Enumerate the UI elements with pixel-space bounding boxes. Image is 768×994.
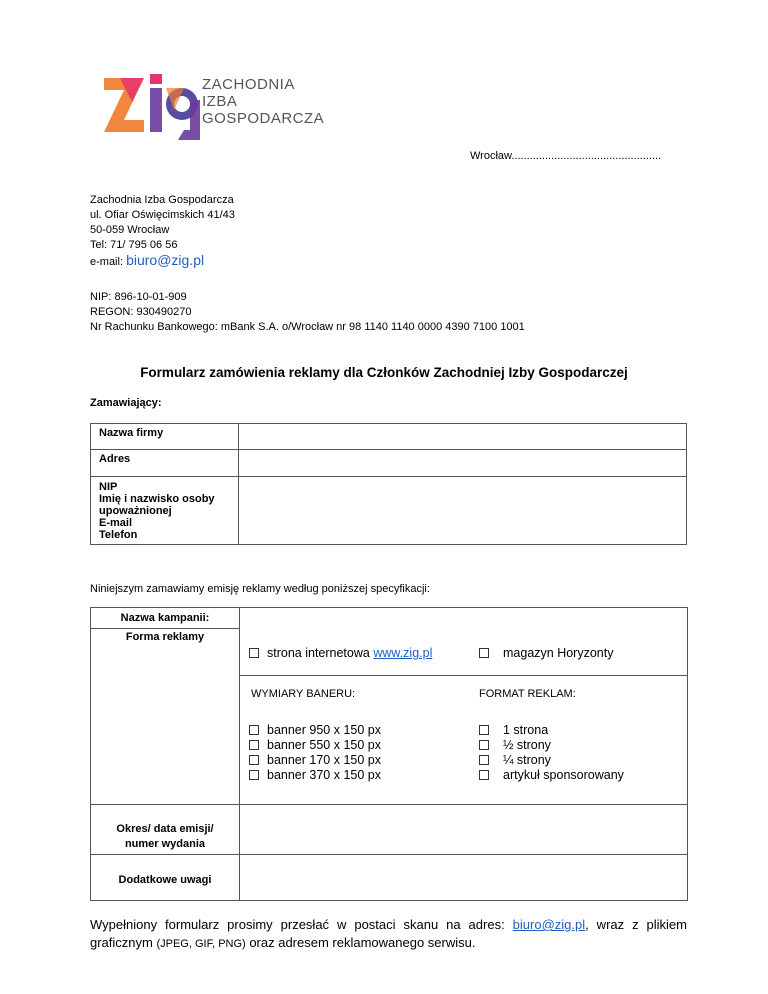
company-ids	[90, 290, 525, 335]
org-name: Zachodnia Izba Gospodarcza	[90, 194, 234, 206]
form-label: Forma reklamy	[125, 631, 205, 643]
nip-person-email-field[interactable]	[239, 477, 687, 530]
row-label: Telefon	[91, 529, 239, 545]
table-row	[91, 477, 687, 530]
divider	[239, 675, 687, 676]
logo-line: IZBA	[202, 93, 238, 110]
option-website[interactable]: strona internetowa www.zig.pl	[249, 646, 432, 661]
checkbox[interactable]	[479, 648, 489, 658]
table-row	[91, 529, 687, 545]
row-label: Adres	[91, 450, 239, 477]
regon: REGON: 930490270	[90, 306, 192, 318]
divider	[91, 854, 687, 855]
format-option[interactable]: ½ strony	[479, 738, 624, 753]
checkbox[interactable]	[249, 755, 259, 765]
checkbox[interactable]	[249, 648, 259, 658]
bank-account: Nr Rachunku Bankowego: mBank S.A. o/Wrocław nr 98 1140 1140 0000 4390 7100 1001	[90, 321, 525, 333]
city-date-line: Wrocław.................................................	[470, 150, 662, 162]
footer-email-link[interactable]: biuro@zig.pl	[512, 917, 586, 932]
phone: Tel: 71/ 795 06 56	[90, 239, 178, 251]
banner-list	[249, 723, 381, 783]
format-option[interactable]: 1 strona	[479, 723, 624, 738]
banner-option[interactable]: banner 550 x 150 px	[249, 738, 381, 753]
banner-option[interactable]: banner 370 x 150 px	[249, 768, 381, 783]
notes-label: Dodatkowe uwagi	[118, 874, 212, 886]
checkbox[interactable]	[479, 770, 489, 780]
nip: NIP: 896-10-01-909	[90, 291, 187, 303]
website-link[interactable]: www.zig.pl	[373, 646, 433, 660]
row-label: E-mail	[99, 517, 133, 529]
checkbox[interactable]	[249, 725, 259, 735]
checkbox[interactable]	[479, 725, 489, 735]
address-field[interactable]	[239, 450, 687, 477]
street: ul. Ofiar Oświęcimskich 41/43	[90, 209, 235, 221]
company-name-field[interactable]	[239, 424, 687, 450]
divider	[91, 804, 687, 805]
logo-line: GOSPODARCZA	[202, 110, 325, 127]
phone-field[interactable]	[239, 529, 687, 545]
checkbox[interactable]	[479, 740, 489, 750]
logo-text	[202, 76, 324, 127]
checkbox[interactable]	[479, 755, 489, 765]
divider	[91, 628, 239, 629]
option-magazine[interactable]: magazyn Horyzonty	[479, 646, 613, 661]
orderer-heading: Zamawiający:	[90, 397, 162, 409]
logo-line: ZACHODNIA	[202, 76, 295, 93]
format-option[interactable]: ¼ strony	[479, 753, 624, 768]
spec-table	[90, 607, 688, 901]
banner-option[interactable]: banner 950 x 150 px	[249, 723, 381, 738]
intro-text: Niniejszym zamawiamy emisję reklamy według poniższej specyfikacji:	[90, 583, 430, 595]
footer-note: Wypełniony formularz prosimy przesłać w postaci skanu na adres: biuro@zig.pl, wraz z plikiem graficznym (JPEG, GIF, PNG) oraz adresem reklamowanego serwisu.	[90, 917, 687, 950]
format-list	[479, 723, 624, 783]
banner-header: WYMIARY BANERU:	[251, 688, 356, 700]
email-label: e-mail:	[90, 256, 127, 268]
table-row	[91, 424, 687, 450]
format-header: FORMAT REKLAM:	[479, 688, 576, 700]
checkbox[interactable]	[249, 740, 259, 750]
email-row	[90, 253, 235, 270]
divider	[239, 608, 240, 900]
email-link[interactable]: biuro@zig.pl	[126, 252, 205, 268]
row-label: Imię i nazwisko osoby upoważnionej	[99, 493, 215, 517]
row-label: Nazwa firmy	[91, 424, 239, 450]
banner-option[interactable]: banner 170 x 150 px	[249, 753, 381, 768]
form-title: Formularz zamówienia reklamy dla Członków Zachodniej Izby Gospodarczej	[140, 365, 628, 380]
row-label: NIP	[99, 481, 118, 493]
period-label: Okres/ data emisji/ numer wydania	[116, 823, 214, 850]
zip-city: 50-059 Wrocław	[90, 224, 170, 236]
address-block	[90, 193, 235, 270]
format-option[interactable]: artykuł sponsorowany	[479, 768, 624, 783]
campaign-label: Nazwa kampanii:	[120, 612, 210, 624]
orderer-table	[90, 423, 687, 545]
table-row	[91, 450, 687, 477]
checkbox[interactable]	[249, 770, 259, 780]
